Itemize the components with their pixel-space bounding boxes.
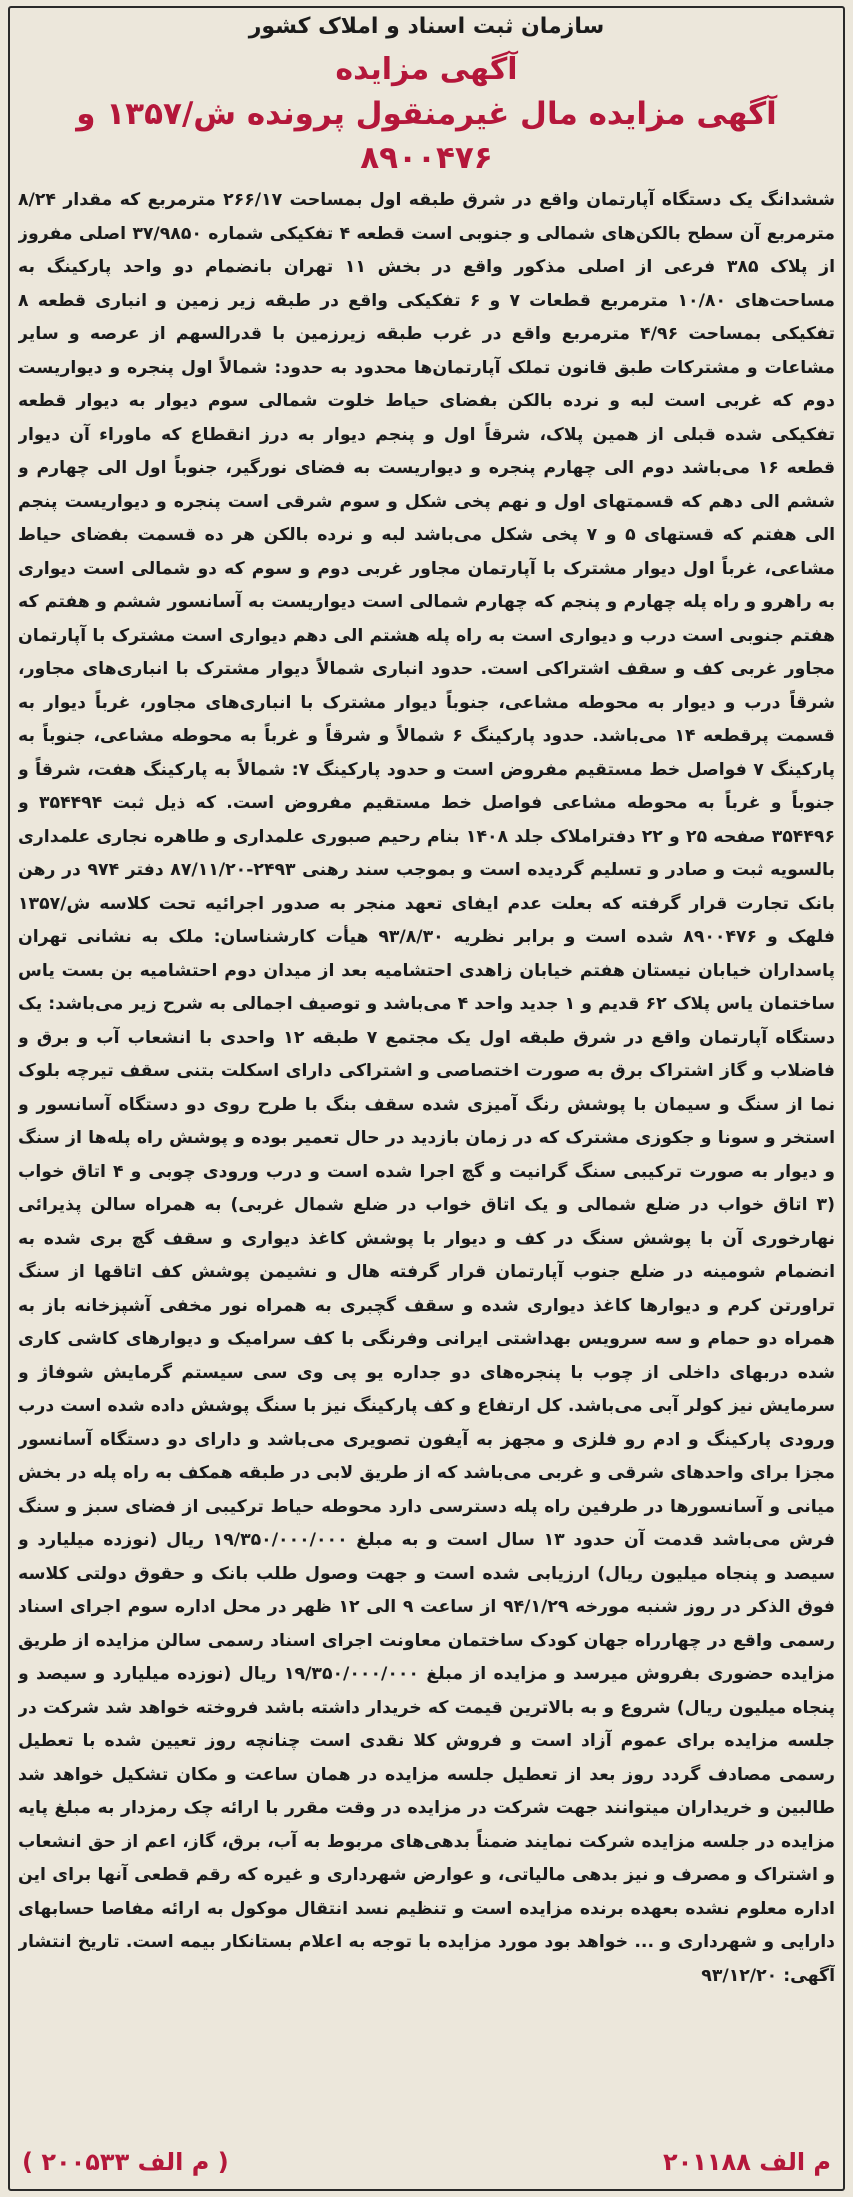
notice-body: ششدانگ یک دستگاه آپارتمان واقع در شرق طبقه اول بمساحت ۲۶۶/۱۷ مترمربع که مقدار ۸/۲۴ مترمربع آن سطح بالکن‌های شمالی و جنوبی است قطعه ۴ تفکیکی شماره ۳۷/۹۸۵۰ اصلی مفروز از پلاک ۳۸۵ فرعی از اصلی مذکور واقع در بخش ۱۱ تهران بانضمام دو واحد پارکینگ به مساحت‌های ۱۰/۸۰ مترمربع قطعات ۷ و ۶ تفکیکی واقع در طبقه زیر زمین و انباری قطعه ۸ تفکیکی بمساحت ۴/۹۶ مترمربع واقع در غرب طبقه زیرزمین با قدرالسهم از عرصه و سایر مشاعات و مشترکات طبق قانون تملک آپارتمان‌ها محدود به حدود: شمالاً اول پنجره و دیواریست دوم که غربی است لبه و نرده بالکن بفضای حیاط خلوت شمالی سوم دیوار به دیوار قطعه تفکیکی شده قبلی از همین پلاک، شرقاً اول و پنجم دیوار به درز انقطاع که ماوراء آن دیوار قطعه ۱۶ می‌باشد دوم الی چهارم پنجره و دیواریست به فضای نورگیر، جنوباً اول الی چهارم و ششم الی دهم که قسمتهای اول و نهم پخی شکل و سوم شرقی است پنجره و دیواریست پنجم الی هفتم که قستهای ۵ و ۷ پخی شکل می‌باشد لبه و نرده بالکن هر ده قسمت بفضای حیاط مشاعی، غرباً اول دیوار مشترک با آپارتمان مجاور غربی دوم و سوم که دو شمالی است دیواری به راهرو و راه پله چهارم و پنجم که چهارم شمالی است دیواریست به آسانسور ششم و هفتم که هفتم جنوبی است درب و دیواری است به راه پله هشتم الی دهم دیواری است مشترک با آپارتمان مجاور غربی کف و سقف اشتراکی است. حدود انباری شمالاً دیوار مشترک با انباری‌های مجاور، شرقاً درب و دیوار به محوطه مشاعی، جنوباً دیوار مشترک با انباری‌های مجاور، غرباً دیوار به قسمت پرقطعه ۱۴ می‌باشد. حدود پارکینگ ۶ شمالاً و شرقاً و غرباً به محوطه مشاعی، جنوباً به پارکینگ ۷ فواصل خط مستقیم مفروض است و حدود پارکینگ ۷: شمالاً به پارکینگ هفت، شرقاً و جنوباً و غرباً به محوطه مشاعی فواصل خط مستقیم مفروض است. که ذیل ثبت ۳۵۴۴۹۴ و ۳۵۴۴۹۶ صفحه ۲۵ و ۲۲ دفتراملاک جلد ۱۴۰۸ بنام رحیم صبوری علمداری و طاهره نجاری علمداری بالسویه ثبت و صادر و تسلیم گردیده است و بموجب سند رهنی ۲۴۹۳-۸۷/۱۱/۲۰ دفتر ۹۷۴ در رهن بانک تجارت قرار گرفته که بعلت عدم ایفای تعهد منجر به صدور اجرائیه تحت کلاسه ش/۱۳۵۷ فلهک و ۸۹۰۰۴۷۶ شده است و برابر نظریه ۹۳/۸/۳۰ هیأت کارشناسان: ملک به نشانی تهران پاسداران خیابان نیستان هفتم خیابان زاهدی احتشامیه بعد از میدان دوم احتشامیه بن بست یاس ساختمان یاس پلاک ۶۲ قدیم و ۱ جدید واحد ۴ می‌باشد و توصیف اجمالی به شرح زیر می‌باشد: یک دستگاه آپارتمان واقع در شرق طبقه اول یک مجتمع ۷ طبقه ۱۲ واحدی با انشعاب آب و برق و فاضلاب و گاز اشتراک برق به صورت اختصاصی و اشتراکی دارای اسکلت بتنی سقف تیرچه بلوک نما از سنگ و سیمان با پوشش رنگ آمیزی شده سقف بنگ با طرح روی دو دستگاه آسانسور و استخر و سونا و جکوزی مشترک که در زمان بازدید در حال تعمیر بوده و پوشش راه پله‌ها از سنگ و دیوار به صورت ترکیبی سنگ گرانیت و گچ اجرا شده است و درب ورودی چوبی و ۴ اتاق خواب (۳ اتاق خواب در ضلع شمالی و یک اتاق خواب در ضلع شمال غربی) به همراه سالن پذیرائی نهارخوری آن با پوشش سنگ در کف و دیوار با پوشش کاغذ دیواری و سقف گچ بری شده به انضمام شومینه در ضلع جنوب آپارتمان قرار گرفته هال و نشیمن پوشش کف اتاقها از سنگ تراورتن کرم و دیوارها کاغذ دیواری شده و سقف گچبری به همراه نور مخفی آشپزخانه باز به همراه دو حمام و سه سرویس بهداشتی ایرانی وفرنگی با کف سرامیک و دیوارهای کاشی کاری شده دربهای داخلی از چوب با پنجره‌های دو جداره یو پی وی سی سیستم گرمایش شوفاژ و سرمایش نیز کولر آبی می‌باشد. کل ارتفاع و کف پارکینگ نیز با سنگ پوشش داده شده است درب ورودی پارکینگ و ادم رو فلزی و مجهز به آیفون تصویری می‌باشد و دارای دو دستگاه آسانسور مجزا برای واحدهای شرقی و غربی می‌باشد که از طریق لابی در طبقه همکف به راه پله در بخش میانی و آسانسورها در طرفین راه پله دسترسی دارد محوطه حیاط ترکیبی از فضای سبز و سنگ فرش می‌باشد قدمت آن حدود ۱۳ سال است و به مبلغ ۱۹/۳۵۰/۰۰۰/۰۰۰ ریال (نوزده میلیارد و سیصد و پنجاه میلیون ریال) ارزیابی شده است و جهت وصول طلب بانک و حقوق دولتی کلاسه فوق الذکر در روز شنبه مورخه ۹۴/۱/۲۹ از ساعت ۹ الی ۱۲ ظهر در محل اداره سوم اجرای اسناد رسمی واقع در چهارراه جهان کودک ساختمان معاونت اجرای اسناد رسمی سالن مزایده از طریق مزایده حضوری بفروش میرسد و مزایده از مبلغ ۱۹/۳۵۰/۰۰۰/۰۰۰ ریال (نوزده میلیارد و سیصد و پنجاه میلیون ریال) شروع و به بالاترین قیمت که خریدار داشته باشد فروخته خواهد شد شرکت در جلسه مزایده برای عموم آزاد است و فروش کلا نقدی است چنانچه روز تعیین شده با تعطیل رسمی مصادف گردد روز بعد از تعطیل جلسه مزایده در همان ساعت و مکان تشکیل خواهد شد طالبین و خریداران میتوانند جهت شرکت در مزایده در وقت مقرر با ارائه چک رمزدار به مبلغ پایه مزایده در جلسه مزایده شرکت نمایند ضمناً بدهی‌های مربوط به آب، برق، گاز، اعم از حق انشعاب و اشتراک و مصرف و نیز بدهی مالیاتی، و عوارض شهرداری و غیره که رقم قطعی آنها برای این اداره معلوم نشده بعهده برنده مزایده است و تنظیم نسد انتقال موکول به ارائه مفاصا حسابهای دارایی و شهرداری و ... خواهد بود مورد مزایده با توجه به اعلام بستانکار بیمه است. تاریخ انتشار آگهی: ۹۳/۱۲/۲۰ [18,190,835,1986]
footer-code-right: م الف ۲۰۱۱۸۸ [662,2148,831,2176]
footer-code-left: ( م الف ۲۰۰۵۳۳ ) [22,2148,229,2176]
notice-subtitle: آگهی مزایده مال غیرمنقول پرونده ش/۱۳۵۷ و ۸۹۰۰۴۷۶ [76,96,777,176]
notice-title: آگهی مزایده [335,52,518,87]
organization-name: سازمان ثبت اسناد و املاک کشور [248,14,605,39]
footer [22,2142,831,2182]
